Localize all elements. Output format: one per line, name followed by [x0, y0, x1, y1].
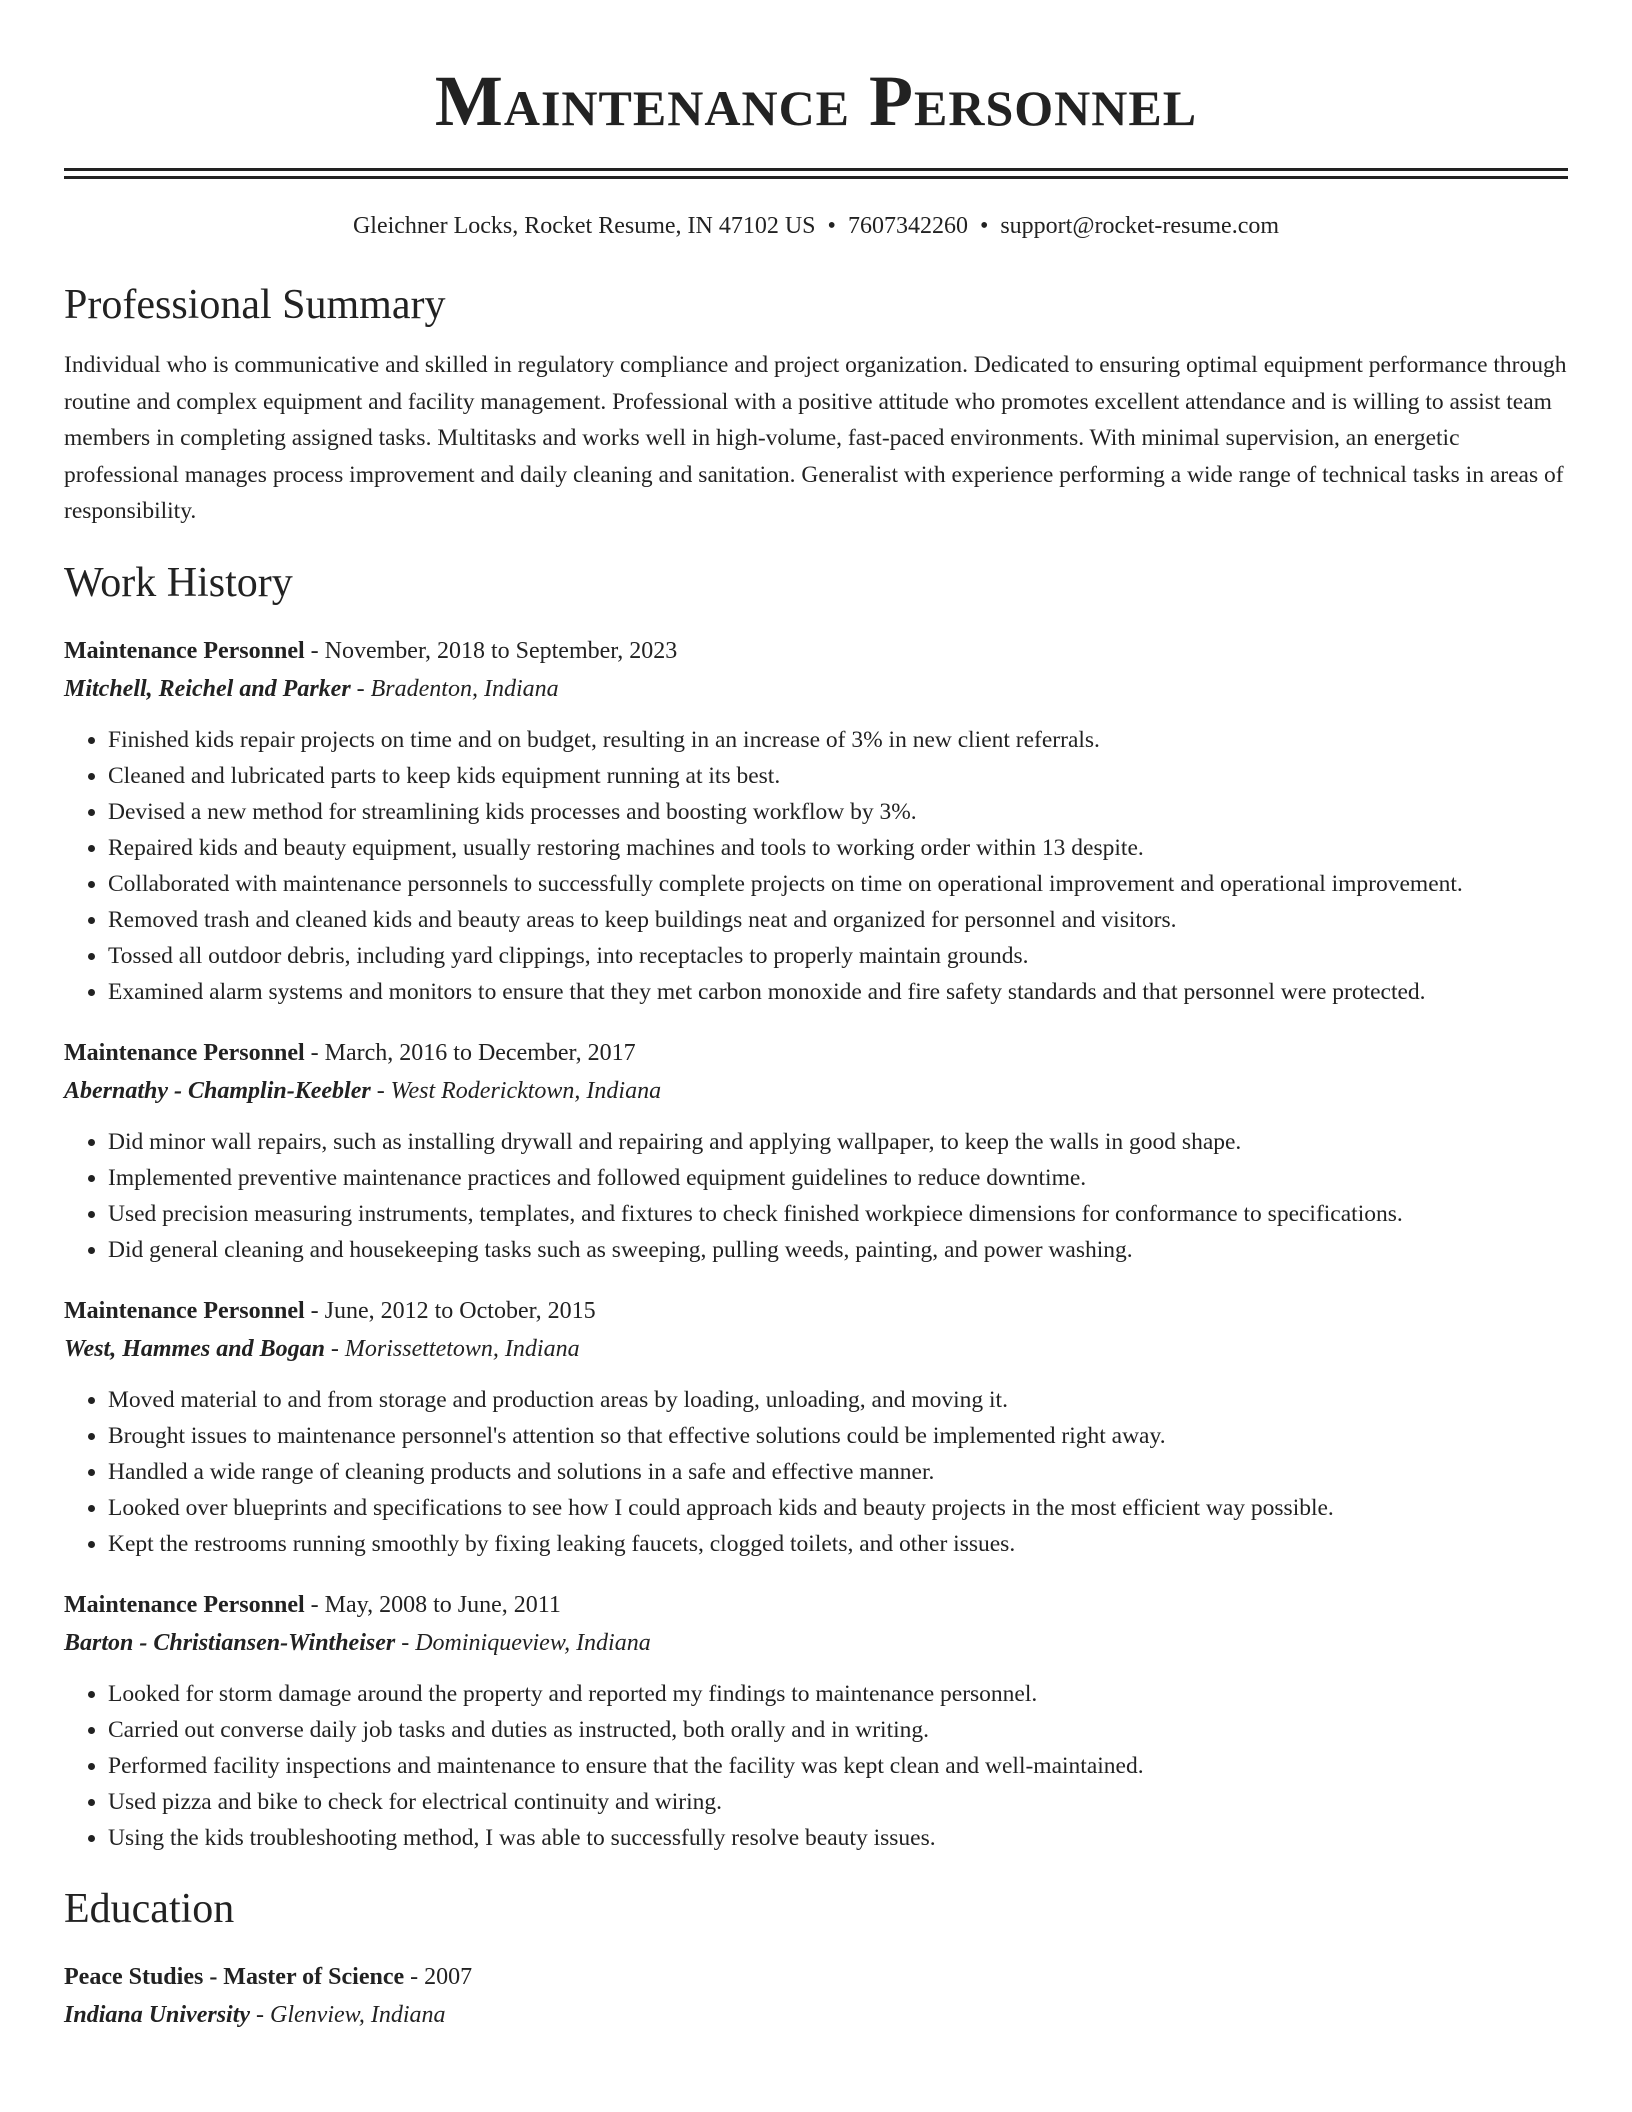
job-bullet: • Using the kids troubleshooting method, I was able to successfully resolve beauty issues.: [108, 1820, 1568, 1856]
job-bullet: • Handled a wide range of cleaning products and solutions in a safe and effective manner.: [108, 1454, 1568, 1490]
job-title: Maintenance Personnel: [64, 637, 305, 664]
job-bullet: • Devised a new method for streamlining kids processes and boosting workflow by 3%.: [108, 794, 1568, 830]
job-dates: - March, 2016 to December, 2017: [304, 1039, 636, 1066]
contact-phone: 7607342260: [847, 213, 968, 239]
job-title: Maintenance Personnel: [64, 1591, 305, 1618]
employer-location: - Morissettetown, Indiana: [324, 1335, 580, 1362]
job-bullets: [64, 1382, 1568, 1562]
school-name: Indiana University: [64, 2001, 251, 2028]
job-bullet: • Implemented preventive maintenance practices and followed equipment guidelines to reduce downtime.: [108, 1160, 1568, 1196]
degree-line: [64, 1958, 1568, 1996]
job-bullet: • Used precision measuring instruments, templates, and fixtures to check finished workpiece dimensions for conformance to specifications.: [108, 1196, 1568, 1232]
contact-separator: •: [979, 213, 989, 239]
degree-year: - 2007: [404, 1963, 473, 1990]
header-double-rule: [64, 168, 1568, 179]
job-bullet: • Examined alarm systems and monitors to ensure that they met carbon monoxide and fire safety standards and that personnel were protected.: [108, 974, 1568, 1010]
job-entry: [64, 1034, 1568, 1268]
job-bullet: • Finished kids repair projects on time and on budget, resulting in an increase of 3% in new client referrals.: [108, 722, 1568, 758]
job-bullet: • Performed facility inspections and maintenance to ensure that the facility was kept clean and well-maintained.: [108, 1748, 1568, 1784]
job-bullets: [64, 722, 1568, 1010]
job-bullet: • Kept the restrooms running smoothly by fixing leaking faucets, clogged toilets, and other issues.: [108, 1526, 1568, 1562]
resume-name: Maintenance Personnel: [434, 61, 1198, 141]
job-bullet: • Cleaned and lubricated parts to keep kids equipment running at its best.: [108, 758, 1568, 794]
employer-line: [64, 670, 1568, 708]
education-heading: Education: [64, 1885, 235, 1932]
contact-line: [64, 209, 1568, 243]
job-bullet: • Brought issues to maintenance personnel's attention so that effective solutions could be implemented right away.: [108, 1418, 1568, 1454]
contact-email: support@rocket-resume.com: [1000, 213, 1280, 239]
job-bullet: • Looked over blueprints and specifications to see how I could approach kids and beauty projects in the most efficient way possible.: [108, 1490, 1568, 1526]
job-bullet: • Did minor wall repairs, such as installing drywall and repairing and applying wallpaper, to keep the walls in good shape.: [108, 1124, 1568, 1160]
contact-address: Gleichner Locks, Rocket Resume, IN 47102 US: [352, 213, 816, 239]
school-location: - Glenview, Indiana: [250, 2001, 446, 2028]
employer-name: Mitchell, Reichel and Parker: [64, 675, 351, 702]
work-history-heading: Work History: [64, 559, 293, 606]
employer-line: [64, 1330, 1568, 1368]
job-bullet: • Did general cleaning and housekeeping tasks such as sweeping, pulling weeds, painting, and power washing.: [108, 1232, 1568, 1268]
employer-location: - West Rodericktown, Indiana: [370, 1077, 662, 1104]
job-title-line: [64, 1292, 1568, 1330]
job-bullet: • Used pizza and bike to check for electrical continuity and wiring.: [108, 1784, 1568, 1820]
job-bullet: • Moved material to and from storage and production areas by loading, unloading, and moving it.: [108, 1382, 1568, 1418]
summary-text: Individual who is communicative and skilled in regulatory compliance and project organization. Dedicated to ensuring optimal equipment performance through routine and complex equipment and facility management. Professional with a positive attitude who promotes excellent attendance and is willing to assist team members in completing assigned tasks. Multitasks and works well in high-volume, fast-paced environments. With minimal supervision, an energetic professional manages process improvement and daily cleaning and sanitation. Generalist with experience performing a wide range of technical tasks in areas of responsibility.: [64, 352, 1567, 524]
employer-name: West, Hammes and Bogan: [64, 1335, 325, 1362]
employer-line: [64, 1624, 1568, 1662]
job-bullet: • Tossed all outdoor debris, including yard clippings, into receptacles to properly maintain grounds.: [108, 938, 1568, 974]
employer-location: - Dominiqueview, Indiana: [395, 1629, 651, 1656]
job-title-line: [64, 1034, 1568, 1072]
contact-separator: •: [827, 213, 836, 239]
school-line: [64, 1996, 1568, 2034]
employer-line: [64, 1072, 1568, 1110]
job-entry: [64, 1586, 1568, 1856]
job-dates: - May, 2008 to June, 2011: [304, 1591, 561, 1618]
job-bullets: [64, 1676, 1568, 1856]
job-bullet: • Carried out converse daily job tasks and duties as instructed, both orally and in writing.: [108, 1712, 1568, 1748]
education-entry: [64, 1958, 1568, 2034]
employer-name: Abernathy - Champlin-Keebler: [64, 1077, 371, 1104]
job-bullet: • Looked for storm damage around the property and reported my findings to maintenance personnel.: [108, 1676, 1568, 1712]
job-bullet: • Collaborated with maintenance personnels to successfully complete projects on time on operational improvement and operational improvement.: [108, 866, 1568, 902]
job-title: Maintenance Personnel: [64, 1039, 305, 1066]
job-dates: - June, 2012 to October, 2015: [304, 1297, 596, 1324]
degree-name: Peace Studies - Master of Science: [64, 1963, 405, 1990]
job-bullet: • Removed trash and cleaned kids and beauty areas to keep buildings neat and organized for personnel and visitors.: [108, 902, 1568, 938]
summary-heading: Professional Summary: [64, 282, 446, 328]
job-bullet: • Repaired kids and beauty equipment, usually restoring machines and tools to working order within 13 despite.: [108, 830, 1568, 866]
job-dates: - November, 2018 to September, 2023: [304, 637, 678, 664]
job-entry: [64, 632, 1568, 1010]
job-bullets: [64, 1124, 1568, 1268]
job-title-line: [64, 1586, 1568, 1624]
job-title: Maintenance Personnel: [64, 1297, 305, 1324]
employer-name: Barton - Christiansen-Wintheiser: [64, 1629, 396, 1656]
job-entry: [64, 1292, 1568, 1562]
employer-location: - Bradenton, Indiana: [350, 675, 559, 702]
job-title-line: [64, 632, 1568, 670]
